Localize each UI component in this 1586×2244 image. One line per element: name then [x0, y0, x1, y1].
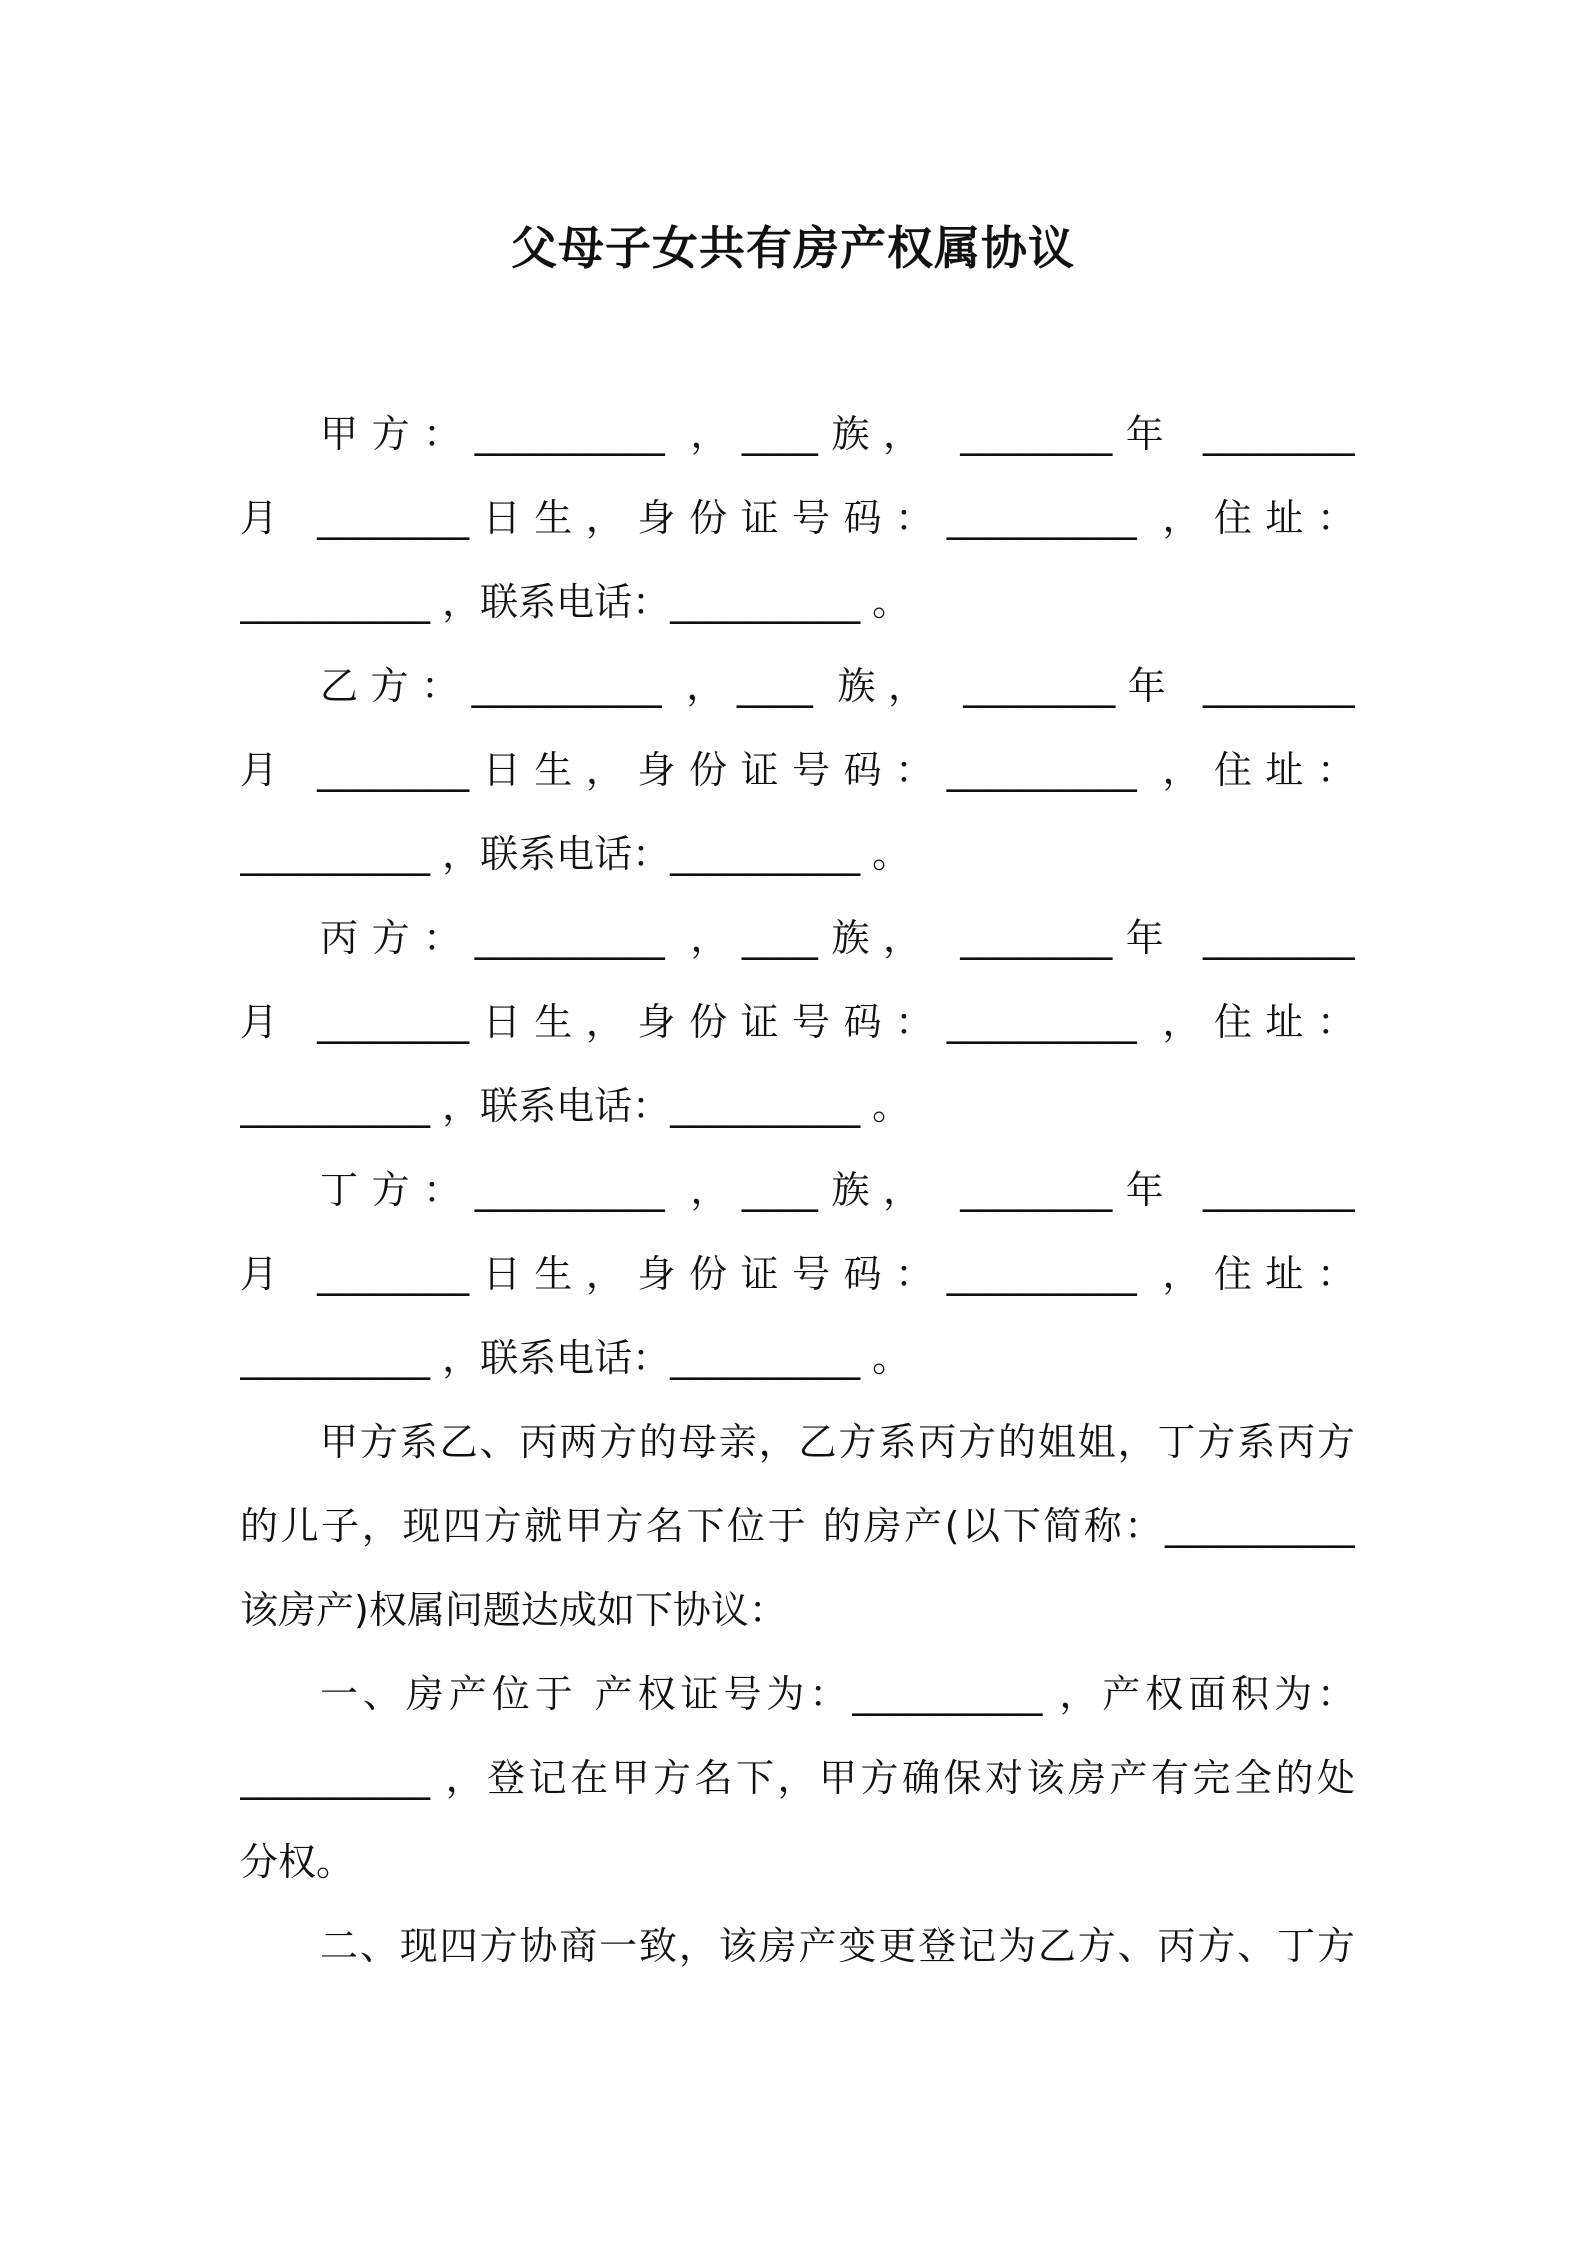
clause-2-line-1: 二、现四方协商一致，该房产变更登记为乙方、丙方、丁方 [320, 1924, 1355, 1968]
clause-1-line-2: __________ ，登记在甲方名下，甲方确保对该房产有完全的处 [240, 1756, 1355, 1800]
party-jia-line-1: 甲方：__________ ，____族， ________年 ________ [320, 412, 1355, 456]
preamble-line-1: 甲方系乙、丙两方的母亲，乙方系丙方的姐姐，丁方系丙方 [320, 1420, 1355, 1464]
party-ding-line-1: 丁方：__________ ，____族， ________年 ________ [320, 1168, 1355, 1212]
party-jia-line-3: __________ ，联系电话：__________ 。 [240, 580, 911, 624]
party-bing-line-1: 丙方：__________ ，____族， ________年 ________ [320, 916, 1355, 960]
party-yi-line-2: 月 ________日生，身份证号码：__________ ，住址： [240, 748, 1355, 792]
preamble-line-2: 的儿子，现四方就甲方名下位于 的房产(以下简称：__________ [240, 1504, 1355, 1548]
party-ding-line-3: __________ ，联系电话：__________ 。 [240, 1336, 911, 1380]
party-ding-line-2: 月 ________日生，身份证号码：__________ ，住址： [240, 1252, 1355, 1296]
party-jia-line-2: 月 ________日生，身份证号码：__________ ，住址： [240, 496, 1355, 540]
party-yi-line-3: __________ ，联系电话：__________ 。 [240, 832, 911, 876]
party-yi-line-1: 乙方：__________ ，____ 族， ________年 ________ [320, 664, 1355, 708]
party-bing-line-3: __________ ，联系电话：__________ 。 [240, 1084, 911, 1128]
clause-1-line-1: 一、房产位于 产权证号为：__________ ，产权面积为： [320, 1672, 1355, 1716]
preamble-line-3: 该房产)权属问题达成如下协议： [240, 1588, 787, 1632]
party-bing-line-2: 月 ________日生，身份证号码：__________ ，住址： [240, 1000, 1355, 1044]
clause-1-line-3: 分权。 [240, 1840, 355, 1884]
document-title: 父母子女共有房产权属协议 [511, 221, 1075, 275]
